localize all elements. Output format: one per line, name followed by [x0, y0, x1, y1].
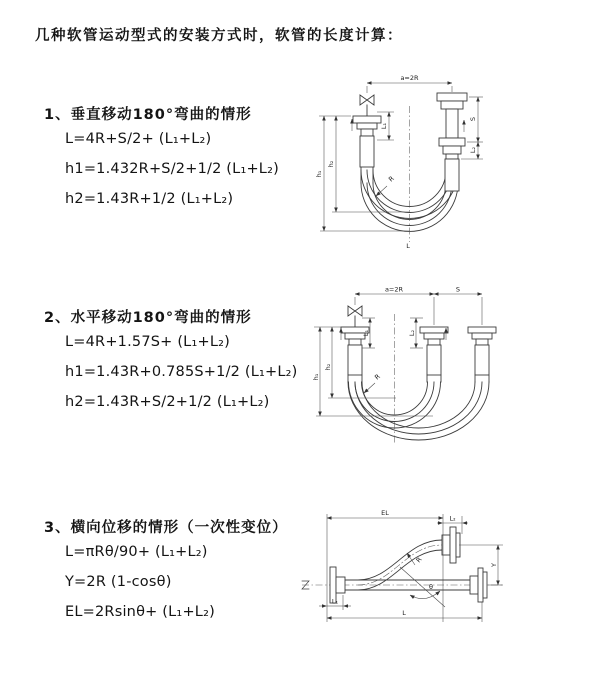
- section-1: [44, 103, 314, 214]
- diagram-vertical-180-bend: [313, 70, 588, 262]
- right-flange: [470, 568, 487, 602]
- section-2: [44, 306, 314, 417]
- middle-fitting: [420, 327, 448, 375]
- section-3-formula-Y: Y=2R (1-cosθ): [65, 574, 172, 590]
- dim-label-h2: h₂: [324, 363, 332, 371]
- section-1-formula-h1: h1=1.432R+S/2+1/2 (L₁+L₂): [65, 161, 279, 177]
- dim-label-h2: h₂: [327, 160, 335, 168]
- radius-leader: [364, 383, 375, 393]
- dimension-lines: [319, 514, 503, 622]
- dim-label-theta: θ: [429, 583, 433, 591]
- section-2-heading: 2、水平移动180°弯曲的情形: [44, 310, 252, 326]
- dim-label-l: L: [406, 242, 410, 250]
- dimension-lines: [314, 294, 482, 416]
- braid-section: [475, 345, 489, 375]
- dim-label-h1: h₁: [312, 373, 320, 381]
- section-2-formula-h2: h2=1.43R+S/2+1/2 (L₁+L₂): [65, 394, 270, 410]
- dim-label-l2: L₂: [469, 146, 477, 154]
- diagram-lateral-displacement: [296, 488, 596, 650]
- hose-u-bends: [348, 375, 489, 440]
- dim-label-l1: L₁: [362, 329, 370, 337]
- dim-label-l1: L₁: [331, 597, 339, 606]
- dim-label-l2: L₂: [449, 514, 456, 523]
- section-3-formula-EL: EL=2Rsinθ+ (L₁+L₂): [65, 604, 215, 620]
- dim-label-s: S: [455, 285, 461, 294]
- right-fitting: [437, 93, 467, 191]
- angle-reference-line: [400, 567, 445, 607]
- dim-label-a2r: a=2R: [384, 285, 404, 294]
- dim-label-h1: h₁: [315, 170, 323, 178]
- dim-label-a2r: a=2R: [400, 74, 419, 82]
- right-fitting: [468, 327, 496, 375]
- dim-label-l: L: [402, 609, 406, 617]
- dim-label-s: S: [469, 116, 477, 122]
- dim-label-el: EL: [381, 509, 389, 517]
- valve-icon: [348, 306, 362, 316]
- dim-label-y: Y: [490, 563, 498, 567]
- section-3: [44, 516, 314, 627]
- dim-label-l1: L₁: [380, 122, 388, 130]
- page-title: 几种软管运动型式的安装方式时，软管的长度计算：: [35, 28, 403, 44]
- braid-section: [348, 345, 362, 375]
- left-fitting: [341, 306, 369, 375]
- section-2-formula-L: L=4R+1.57S+ (L₁+L₂): [65, 334, 230, 350]
- dim-label-r: R: [414, 555, 424, 565]
- angle-arc: [410, 591, 440, 599]
- section-3-heading: 3、横向位移的情形（一次性变位）: [44, 520, 288, 536]
- braid-section: [360, 136, 374, 167]
- dim-label-r: R: [373, 372, 382, 382]
- section-2-formula-h1: h1=1.43R+0.785S+1/2 (L₁+L₂): [65, 364, 298, 380]
- section-1-heading: 1、垂直移动180°弯曲的情形: [44, 107, 252, 123]
- left-fitting: [353, 95, 381, 167]
- braid-section: [445, 159, 459, 191]
- upper-flange: [442, 527, 460, 563]
- diagram-horizontal-180-bend: [306, 282, 594, 460]
- dim-label-l2: L₂: [408, 329, 416, 337]
- section-1-formula-h2: h2=1.43R+1/2 (L₁+L₂): [65, 191, 234, 207]
- section-1-formula-L: L=4R+S/2+ (L₁+L₂): [65, 131, 212, 147]
- dim-label-r: R: [386, 174, 396, 184]
- section-3-formula-L: L=πRθ/90+ (L₁+L₂): [65, 544, 208, 560]
- valve-icon: [360, 95, 374, 105]
- braid-section: [427, 345, 441, 375]
